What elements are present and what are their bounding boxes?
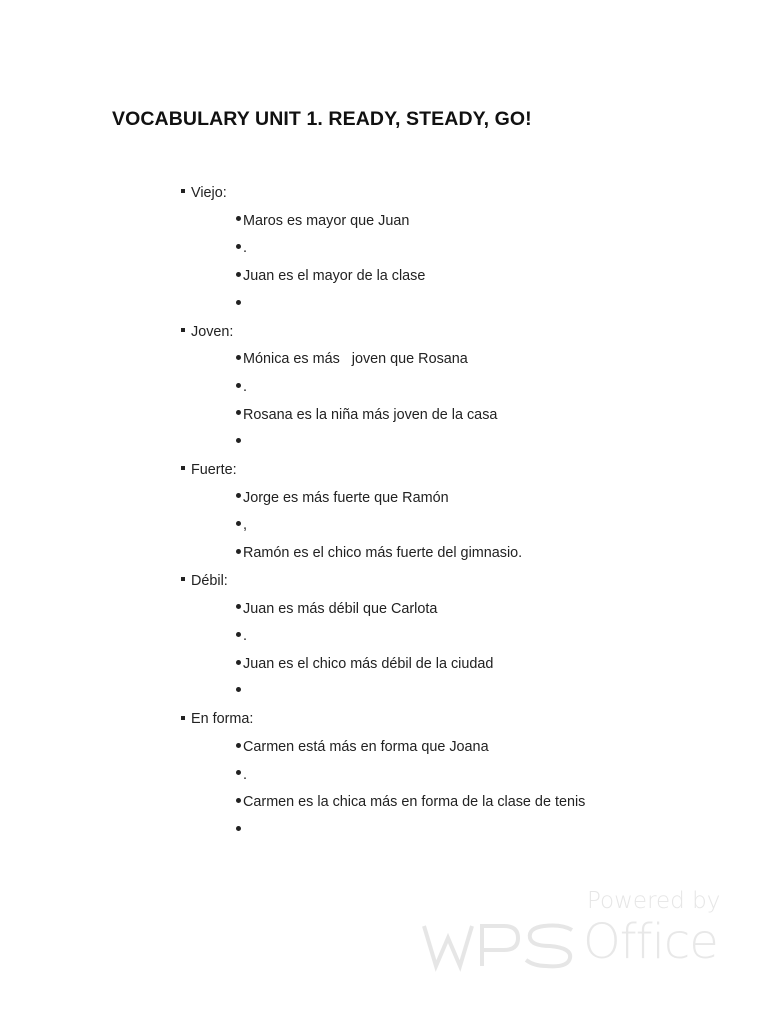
example-sentence xyxy=(236,267,425,285)
example-text: . xyxy=(243,766,247,783)
round-bullet-icon xyxy=(236,272,241,277)
example-sentence xyxy=(236,433,243,451)
example-sentence xyxy=(236,239,247,257)
example-sentence xyxy=(236,766,247,784)
round-bullet-icon xyxy=(236,604,241,609)
round-bullet-icon xyxy=(236,410,241,415)
example-sentence xyxy=(236,655,493,673)
example-text: Maros es mayor que Juan xyxy=(243,212,410,229)
example-sentence xyxy=(236,350,468,368)
example-text: Juan es el chico más débil de la ciudad xyxy=(243,655,494,672)
example-text: . xyxy=(243,378,247,395)
example-sentence xyxy=(236,406,497,424)
example-sentence xyxy=(236,212,409,230)
round-bullet-icon xyxy=(236,770,241,775)
example-sentence xyxy=(236,738,489,756)
example-sentence xyxy=(236,793,585,811)
example-text: . xyxy=(243,240,247,257)
vocab-term xyxy=(181,710,253,728)
wps-logo-icon xyxy=(422,920,582,972)
example-text: Mónica es más joven que Rosana xyxy=(243,351,468,368)
example-sentence xyxy=(236,489,449,507)
round-bullet-icon xyxy=(236,798,241,803)
example-text: Rosana es la niña más joven de la casa xyxy=(243,406,498,423)
vocab-term-label: Viejo: xyxy=(191,185,227,201)
example-text: Carmen está más en forma que Joana xyxy=(243,739,489,755)
example-sentence xyxy=(236,627,247,645)
round-bullet-icon xyxy=(236,244,241,249)
example-sentence xyxy=(236,544,522,562)
watermark-product: Office xyxy=(583,914,718,970)
round-bullet-icon xyxy=(236,660,241,665)
round-bullet-icon xyxy=(236,383,241,388)
example-text: Ramón es el chico más fuerte del gimnasio. xyxy=(243,545,523,562)
example-sentence xyxy=(236,295,243,313)
example-text: . xyxy=(243,628,247,645)
round-bullet-icon xyxy=(236,216,241,221)
document-title: VOCABULARY UNIT 1. READY, STEADY, GO! xyxy=(112,108,532,130)
round-bullet-icon xyxy=(236,521,241,526)
wps-watermark xyxy=(418,880,721,990)
example-text: Juan es más débil que Carlota xyxy=(243,600,438,617)
example-sentence xyxy=(236,683,243,701)
round-bullet-icon xyxy=(236,549,241,554)
example-text: Juan es el mayor de la clase xyxy=(243,268,426,285)
watermark-powered-by: Powered by xyxy=(587,888,721,914)
example-text: Carmen es la chica más en forma de la clase de tenis xyxy=(243,794,586,811)
round-bullet-icon xyxy=(236,826,241,831)
vocab-term xyxy=(181,572,228,590)
vocab-term-label: Joven: xyxy=(191,323,234,340)
example-sentence xyxy=(236,600,437,618)
example-sentence xyxy=(236,378,247,396)
round-bullet-icon xyxy=(236,355,241,360)
vocab-term xyxy=(181,184,227,202)
round-bullet-icon xyxy=(236,632,241,637)
example-sentence xyxy=(236,821,243,839)
square-bullet-icon xyxy=(181,189,185,193)
example-text: Jorge es más fuerte que Ramón xyxy=(243,489,449,506)
example-text: , xyxy=(243,517,247,534)
vocab-term-label: Débil: xyxy=(191,572,228,589)
vocab-term-label: En forma: xyxy=(191,711,254,728)
round-bullet-icon xyxy=(236,300,241,305)
round-bullet-icon xyxy=(236,687,241,692)
vocab-term-label: Fuerte: xyxy=(191,462,237,478)
square-bullet-icon xyxy=(181,466,185,470)
vocab-term xyxy=(181,461,237,479)
example-sentence xyxy=(236,516,247,534)
vocab-term xyxy=(181,323,233,341)
square-bullet-icon xyxy=(181,716,185,720)
square-bullet-icon xyxy=(181,328,185,332)
round-bullet-icon xyxy=(236,438,241,443)
round-bullet-icon xyxy=(236,493,241,498)
square-bullet-icon xyxy=(181,577,185,581)
round-bullet-icon xyxy=(236,743,241,748)
